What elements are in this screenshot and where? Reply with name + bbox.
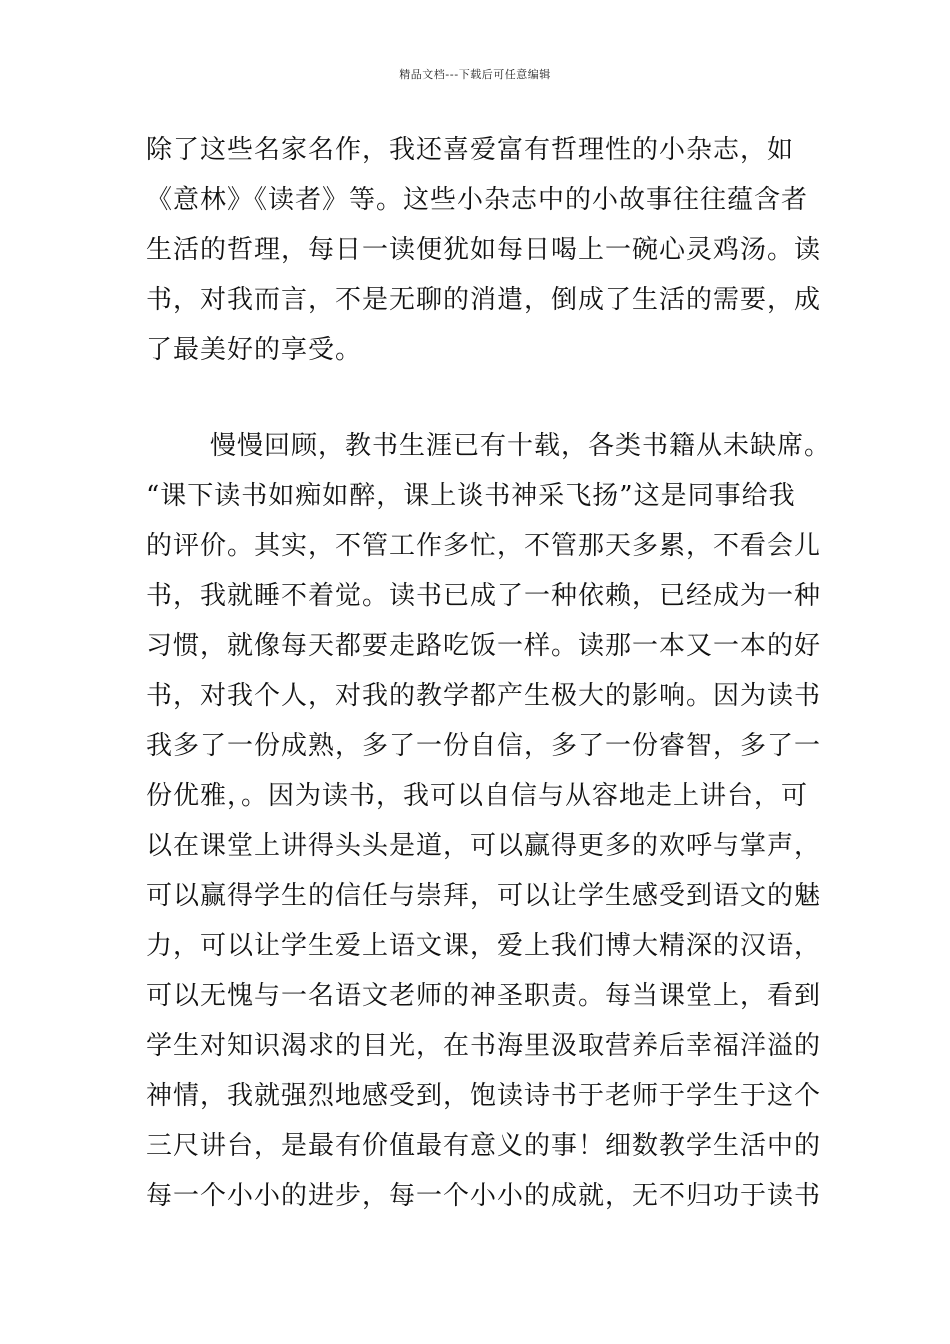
- text-line: 学生对知识渴求的目光，在书海里汲取营养后幸福洋溢的: [146, 1031, 822, 1061]
- text-line: 习惯，就像每天都要走路吃饭一样。读那一本又一本的好: [146, 631, 822, 661]
- text-line: 可以赢得学生的信任与崇拜，可以让学生感受到语文的魅: [146, 881, 822, 911]
- text-line: 了最美好的享受。: [146, 335, 363, 365]
- text-line: 书，对我而言，不是无聊的消遣，倒成了生活的需要，成: [146, 285, 822, 315]
- text-line: 书，我就睡不着觉。读书已成了一种依赖，已经成为一种: [146, 581, 822, 611]
- text-line: 除了这些名家名作，我还喜爱富有哲理性的小杂志，如: [146, 135, 795, 165]
- paragraph-1: [146, 125, 822, 375]
- text-line: 以在课堂上讲得头头是道，可以赢得更多的欢呼与掌声，: [146, 831, 822, 861]
- text-line: 慢慢回顾，教书生涯已有十载，各类书籍从未缺席。: [210, 431, 832, 461]
- page-header: 精品文档---下载后可任意编辑: [399, 68, 551, 81]
- text-line: 每一个小小的进步，每一个小小的成就，无不归功于读书: [146, 1181, 822, 1211]
- text-line: 可以无愧与一名语文老师的神圣职责。每当课堂上，看到: [146, 981, 822, 1011]
- text-line: 我多了一份成熟，多了一份自信，多了一份睿智，多了一: [146, 731, 822, 761]
- text-line: “课下读书如痴如醉，课上谈书神采飞扬”这是同事给我: [146, 481, 796, 511]
- text-line: 《意林》《读者》等。这些小杂志中的小故事往往蕴含者: [146, 185, 809, 215]
- text-line: 三尺讲台，是最有价值最有意义的事！细数教学生活中的: [146, 1131, 822, 1161]
- text-line: 力，可以让学生爱上语文课，爱上我们博大精深的汉语，: [146, 931, 822, 961]
- text-line: 书，对我个人，对我的教学都产生极大的影响。因为读书: [146, 681, 822, 711]
- text-line: 的评价。其实，不管工作多忙，不管那天多累，不看会儿: [146, 531, 822, 561]
- text-line: 份优雅，。因为读书，我可以自信与从容地走上讲台，可: [146, 781, 809, 811]
- text-line: 生活的哲理，每日一读便犹如每日喝上一碗心灵鸡汤。读: [146, 235, 822, 265]
- paragraph-2: [146, 421, 832, 1221]
- text-line: 神情，我就强烈地感受到，饱读诗书于老师于学生于这个: [146, 1081, 822, 1111]
